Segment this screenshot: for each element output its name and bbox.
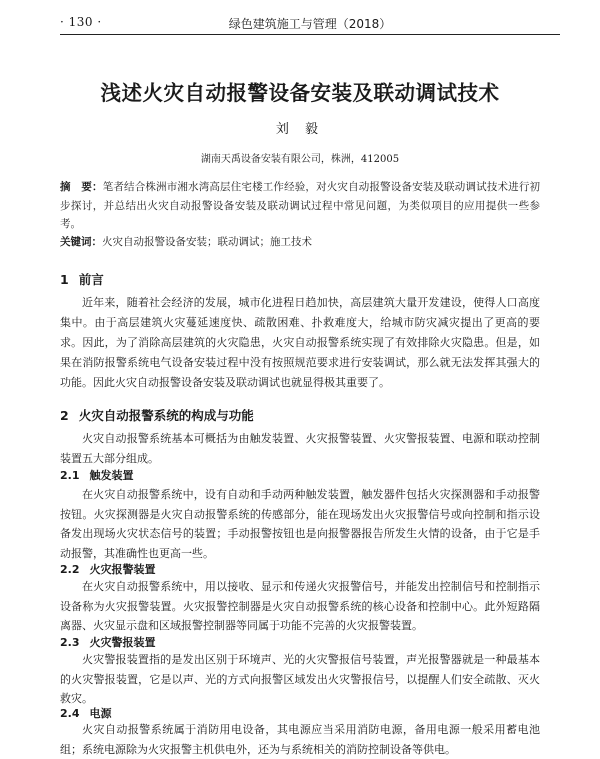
section-number: 2.1 — [60, 469, 80, 482]
section-2-4-heading — [60, 705, 112, 721]
author-name: 刘 毅 — [275, 122, 325, 137]
page-number: · 130 · — [60, 15, 102, 29]
section-title: 触发装置 — [89, 469, 134, 482]
author-affiliation: 湖南天禹设备安装有限公司，株洲，412005 — [200, 154, 400, 165]
section-2-4-paragraph: 火灾自动报警系统属于消防用电设备，其电源应当采用消防电源，备用电源一般采用蓄电池组；系统电源除为火灾报警主机供电外，还为与系统相关的消防控制设备等供电。 — [60, 723, 540, 756]
section-2-2-paragraph: 在火灾自动报警系统中，用以接收、显示和传递火灾报警信号，并能发出控制信号和控制指示设备称为火灾报警装置。火灾报警控制器是火灾自动报警系统的核心设备和控制中心。此外短路隔离器、火灾显示盘和区域报警控制器等同属于功能不完善的火灾报警装置。 — [60, 580, 540, 632]
section-2-heading — [60, 406, 254, 424]
section-number: 2.4 — [60, 707, 80, 720]
section-title: 前言 — [78, 272, 104, 287]
section-title: 火灾警报装置 — [89, 636, 156, 649]
keywords-label: 关键词： — [60, 236, 102, 248]
section-title: 火灾自动报警系统的构成与功能 — [78, 408, 254, 423]
section-number: 2.2 — [60, 563, 80, 576]
keywords — [60, 233, 540, 251]
section-2-1-heading — [60, 467, 134, 483]
abstract-text: 笔者结合株洲市湘水湾高层住宅楼工作经验，对火灾自动报警设备安装及联动调试技术进行初步探讨，并总结出火灾自动报警设备安装及联动调试过程中常见问题，为类似项目的应用提供一些参考。 — [60, 181, 541, 230]
section-2-2-heading — [60, 561, 156, 577]
section-2-paragraph: 火灾自动报警系统基本可概括为由触发装置、火灾报警装置、火灾警报装置、电源和联动控制装置五大部分组成。 — [60, 432, 540, 465]
abstract-label: 摘 要： — [60, 181, 103, 193]
section-number: 2 — [60, 408, 69, 423]
section-title: 火灾报警装置 — [89, 563, 156, 576]
section-number: 1 — [60, 272, 69, 287]
abstract — [60, 178, 540, 234]
keywords-text: 火灾自动报警设备安装；联动调试；施工技术 — [102, 236, 312, 248]
paper-title: 浅述火灾自动报警设备安装及联动调试技术 — [100, 81, 500, 105]
section-2-3-heading — [60, 634, 156, 650]
section-2-1-paragraph: 在火灾自动报警系统中，设有自动和手动两种触发装置，触发器件包括火灾探测器和手动报警按钮。火灾探测器是火灾自动报警系统的传感部分，能在现场发出火灾报警信号或向控制和指示设备发出现场火灾状态信号的装置；手动报警按钮也是向报警器报告所发生火情的设备，由于它是手动报警，其准确性也更高一些。 — [60, 488, 540, 560]
section-1-paragraph: 近年来，随着社会经济的发展，城市化进程日趋加快，高层建筑大量开发建设，使得人口高度集中。由于高层建筑火灾蔓延速度快、疏散困难、扑救难度大，给城市防灾减灾提出了更高的要求。因此，为了消除高层建筑的火灾隐患，火灾自动报警系统实现了有效排除火灾隐患。但是，如果在消防报警系统电气设备安装过程中没有按照规范要求进行安装调试，那么就无法发挥其强大的功能。因此火灾自动报警设备安装及联动调试也就显得极其重要了。 — [60, 296, 540, 389]
journal-title: 绿色建筑施工与管理（2018） — [228, 17, 392, 31]
section-2-3-paragraph: 火灾警报装置指的是发出区别于环境声、光的火灾警报信号装置，声光报警器就是一种最基本的火灾警报装置，它是以声、光的方式向报警区域发出火灾警报信号，以提醒人们安全疏散、灭火救灾。 — [60, 653, 540, 705]
section-title: 电源 — [89, 707, 112, 720]
running-header — [60, 14, 560, 35]
section-1-heading — [60, 270, 104, 288]
section-number: 2.3 — [60, 636, 80, 649]
